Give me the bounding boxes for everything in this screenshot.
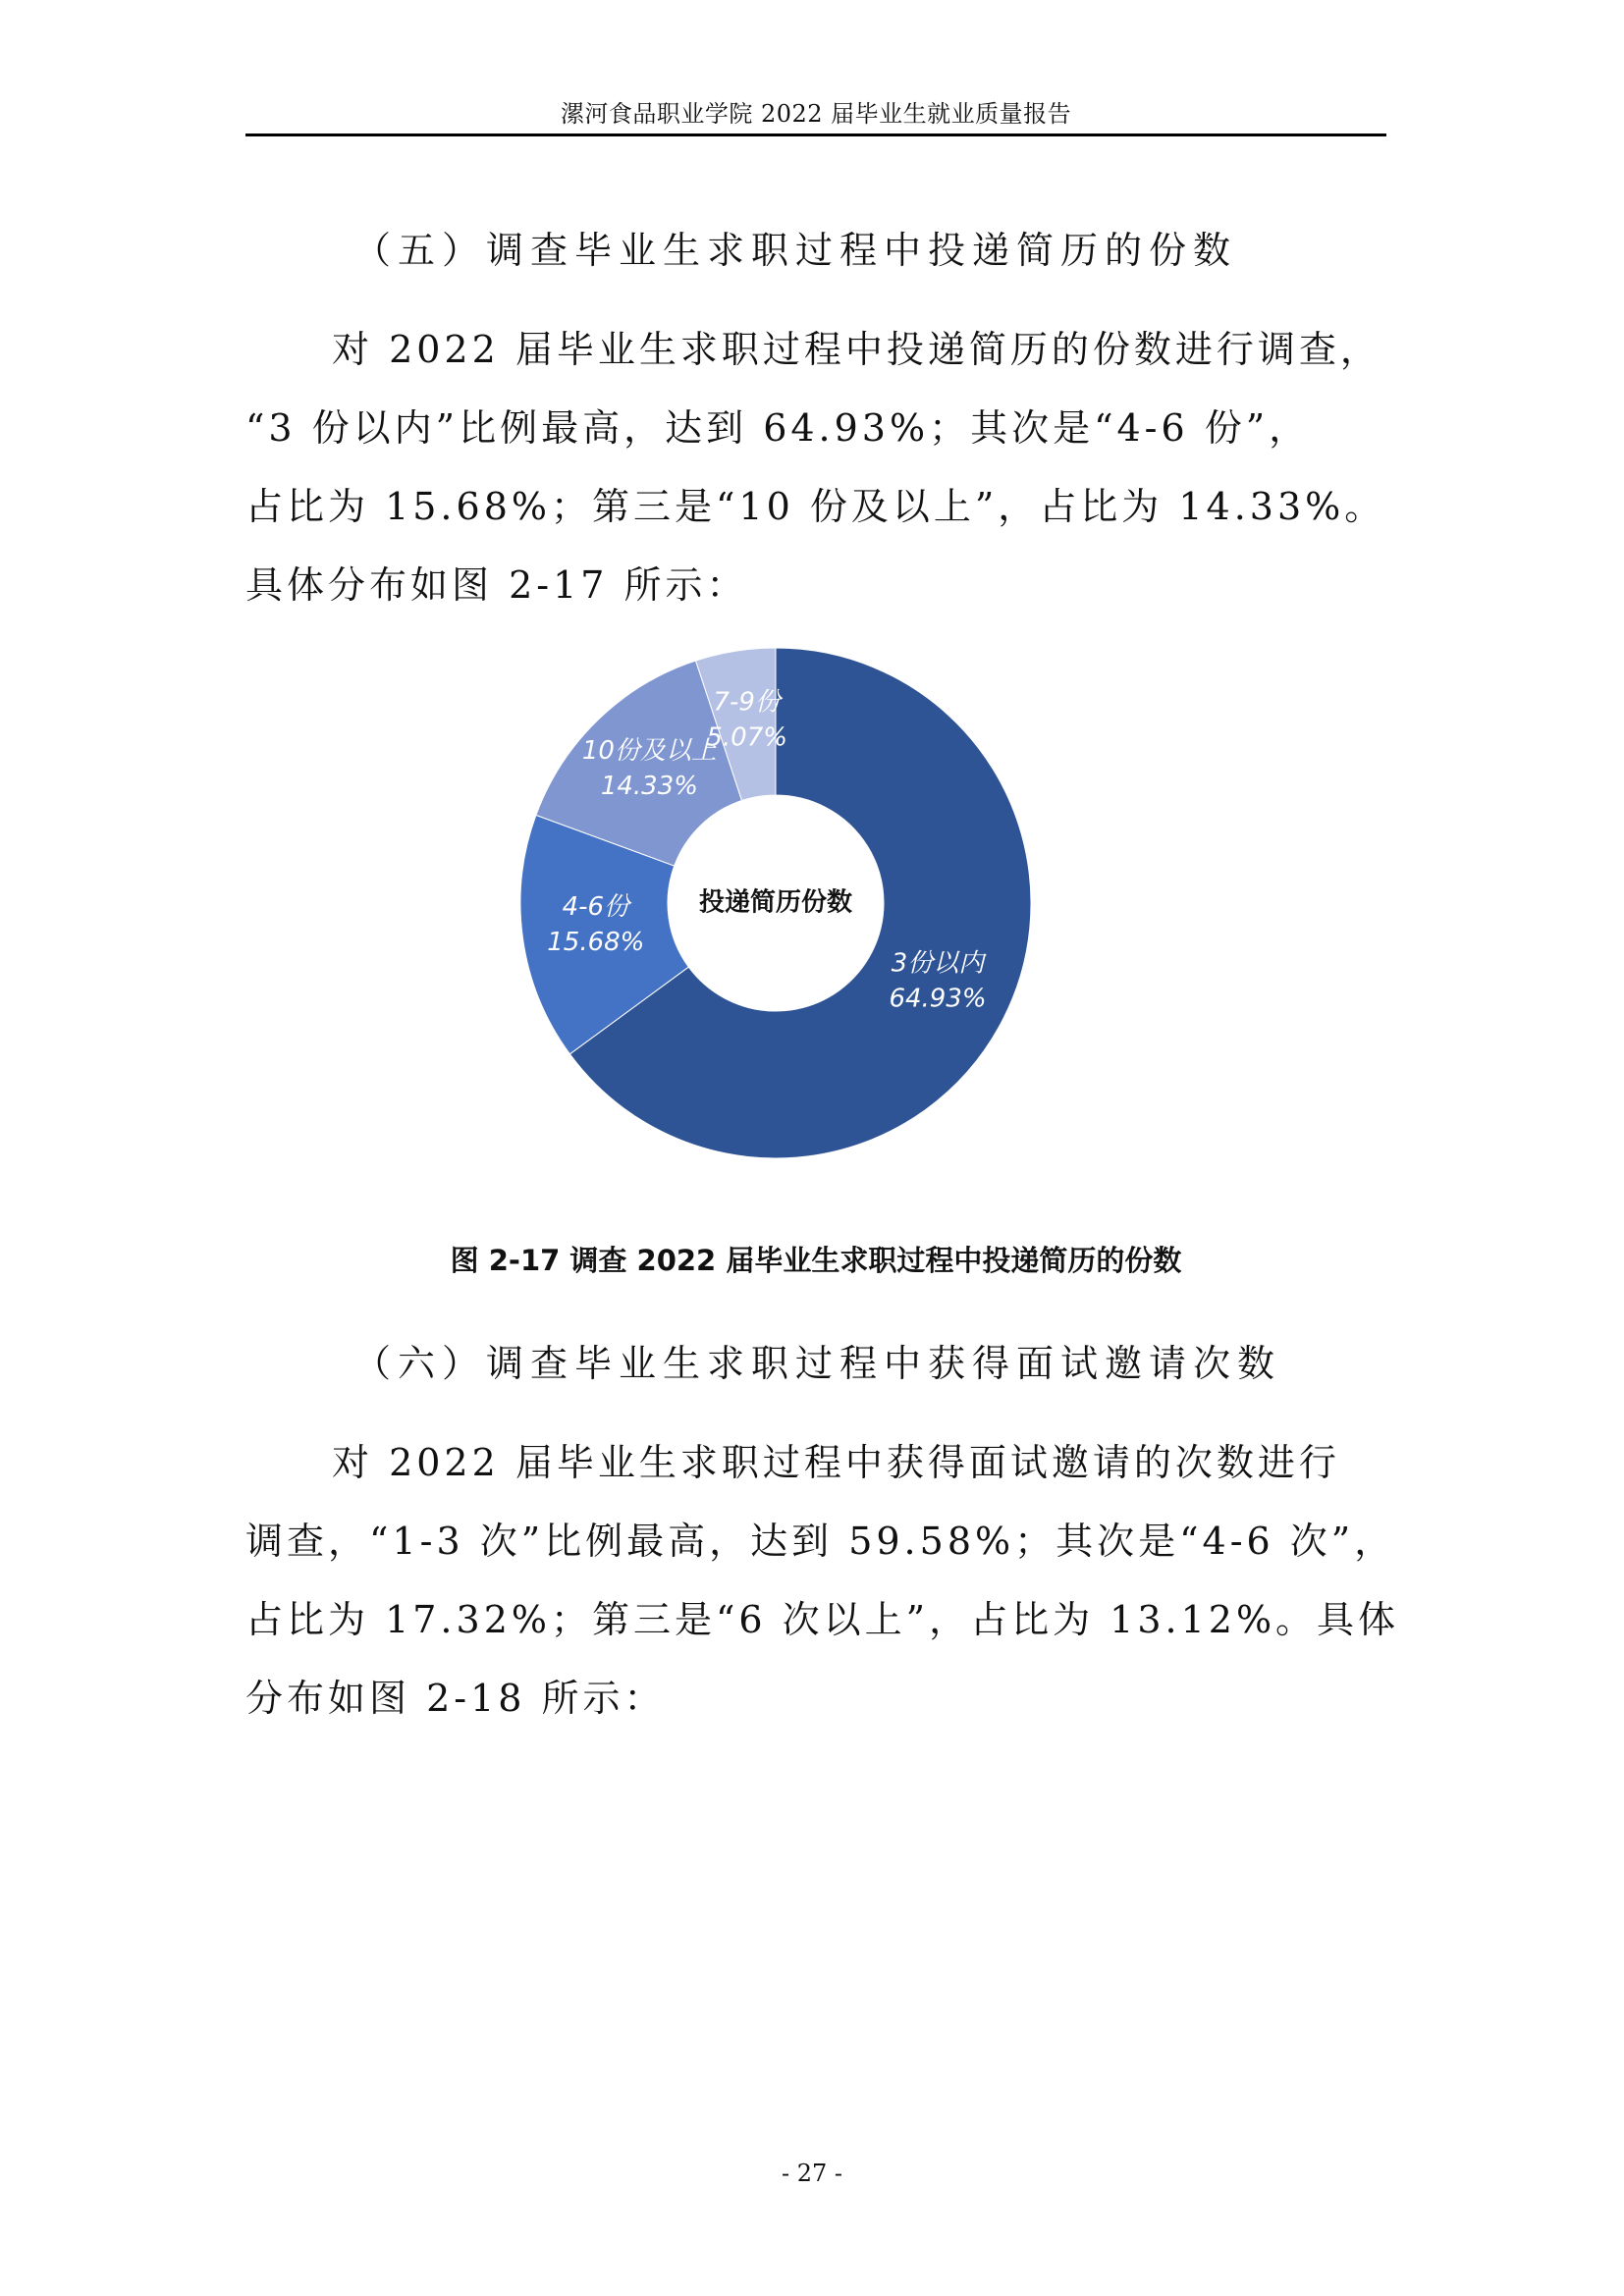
paragraph-line: 调查，“1-3 次”比例最高，达到 59.58%；其次是“4-6 次”， <box>245 1520 1396 1563</box>
donut-chart <box>344 609 1286 1207</box>
slice-value-label: 64.93% <box>889 984 987 1014</box>
figure-caption: 图 2-17 调查 2022 届毕业生求职过程中投递简历的份数 <box>450 1244 1182 1277</box>
page-number: - 27 - <box>781 2160 842 2187</box>
donut-chart-svg <box>344 609 1286 1207</box>
chart-center-label: 投递简历份数 <box>698 887 853 918</box>
section-heading-5: （五）调查毕业生求职过程中投递简历的份数 <box>353 229 1238 272</box>
paragraph-line: 对 2022 届毕业生求职过程中获得面试邀请的次数进行 <box>332 1441 1340 1484</box>
slice-label: 3份以内 <box>891 948 985 979</box>
slice-label: 10份及以上 <box>581 736 717 767</box>
slice-label: 4-6份 <box>562 891 630 922</box>
paragraph-line: 对 2022 届毕业生求职过程中投递简历的份数进行调查， <box>332 328 1381 371</box>
paragraph-section-6 <box>245 1423 1400 1737</box>
slice-value-label: 14.33% <box>600 772 698 802</box>
paragraph-line: 分布如图 2-18 所示： <box>245 1677 666 1720</box>
paragraph-line: 具体分布如图 2-17 所示： <box>245 563 748 607</box>
paragraph-line: 占比为 17.32%；第三是“6 次以上”，占比为 13.12%。具体 <box>245 1598 1400 1641</box>
slice-value-label: 5.07% <box>706 722 787 753</box>
section-heading-6: （六）调查毕业生求职过程中获得面试邀请次数 <box>353 1342 1282 1385</box>
paragraph-section-5 <box>245 310 1386 624</box>
slice-value-label: 15.68% <box>547 927 645 957</box>
paragraph-line: “3 份以内”比例最高，达到 64.93%；其次是“4-6 份”， <box>245 406 1311 450</box>
running-header: 漯河食品职业学院 2022 届毕业生就业质量报告 <box>560 100 1072 128</box>
header-rule <box>245 133 1386 136</box>
paragraph-line: 占比为 15.68%；第三是“10 份及以上”，占比为 14.33%。 <box>245 485 1386 528</box>
slice-label: 7-9份 <box>713 687 781 718</box>
